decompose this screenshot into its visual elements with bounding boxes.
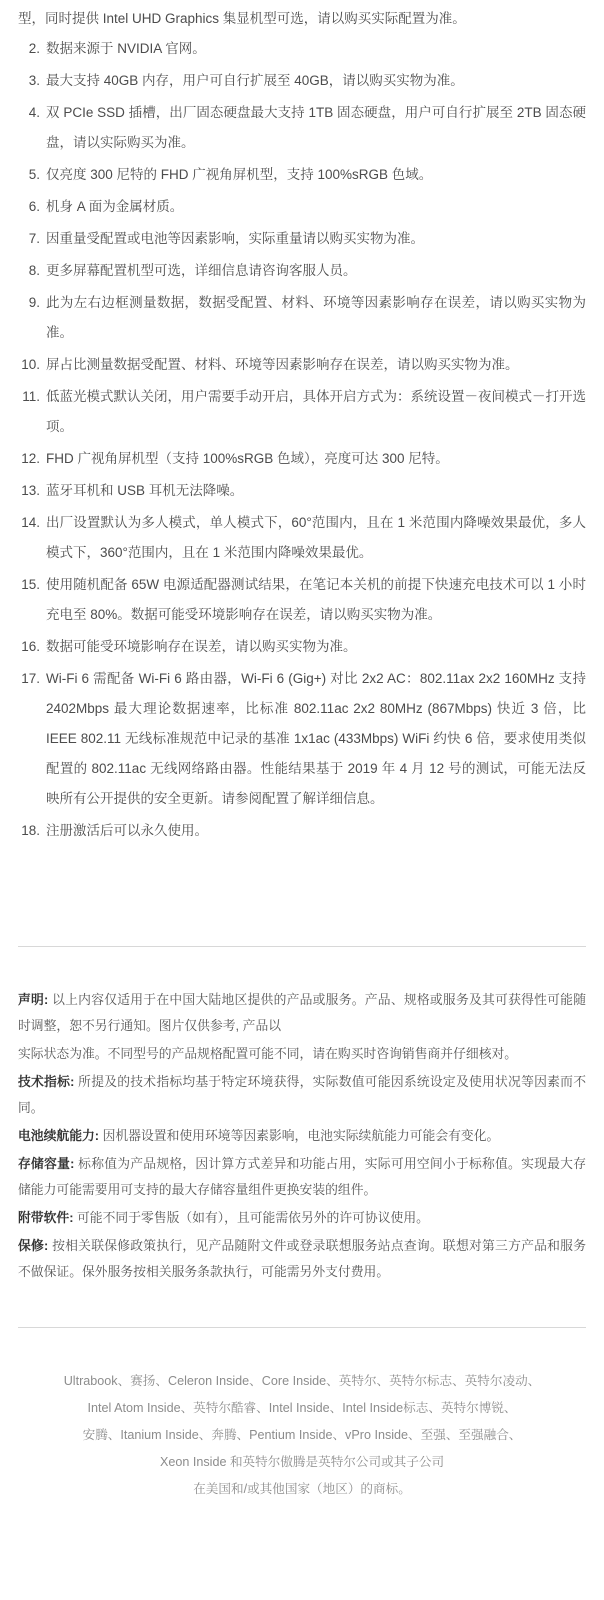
footnote-number: 17. xyxy=(21,671,40,686)
footnote-text: 最大支持 40GB 内存，用户可自行扩展至 40GB，请以购买实物为准。 xyxy=(46,73,464,88)
footnote-text: 双 PCIe SSD 插槽，出厂固态硬盘最大支持 1TB 固态硬盘，用户可自行扩展至 2TB 固态硬盘，请以实际购买为准。 xyxy=(46,105,586,150)
list-item xyxy=(18,664,586,814)
statement-paragraph xyxy=(18,1205,586,1231)
list-item xyxy=(18,508,586,568)
trademark-line: Intel Atom Inside、英特尔酷睿、Intel Inside、Intel Inside标志、英特尔博锐、 xyxy=(87,1401,517,1415)
statement-text: 可能不同于零售版（如有），且可能需依另外的许可协议使用。 xyxy=(73,1210,429,1225)
list-item xyxy=(18,350,586,380)
statement-label: 技术指标: xyxy=(18,1074,75,1089)
list-item xyxy=(18,160,586,190)
footnote-text: 使用随机配备 65W 电源适配器测试结果，在笔记本关机的前提下快速充电技术可以 1 小时充电至 80%。数据可能受环境影响存在误差，请以购买实物为准。 xyxy=(46,577,586,622)
footnote-text: 因重量受配置或电池等因素影响，实际重量请以购买实物为准。 xyxy=(46,231,424,246)
trademark-line: 在美国和/或其他国家（地区）的商标。 xyxy=(193,1482,411,1496)
footnote-text: FHD 广视角屏机型（支持 100%sRGB 色域），亮度可达 300 尼特。 xyxy=(46,451,449,466)
section-gap xyxy=(18,1287,586,1327)
statement-paragraph xyxy=(18,987,586,1039)
statement-paragraph xyxy=(18,1069,586,1121)
footnote-text: 此为左右边框测量数据，数据受配置、材料、环境等因素影响存在误差，请以购买实物为准。 xyxy=(46,295,586,340)
footnote-text: 数据来源于 NVIDIA 官网。 xyxy=(46,41,206,56)
footnote-number: 11. xyxy=(22,389,40,404)
footnote-number: 13. xyxy=(21,483,40,498)
footnote-number: 2. xyxy=(28,41,40,56)
footnote-text: 更多屏幕配置机型可选，详细信息请咨询客服人员。 xyxy=(46,263,357,278)
list-item xyxy=(18,444,586,474)
list-item xyxy=(18,98,586,158)
statement-paragraph xyxy=(18,1041,586,1067)
footnote-text: 注册激活后可以永久使用。 xyxy=(46,823,208,838)
footnote-text: 低蓝光模式默认关闭，用户需要手动开启，具体开启方式为：系统设置－夜间模式－打开选项。 xyxy=(46,389,586,434)
legal-statement xyxy=(18,987,586,1285)
list-item xyxy=(18,288,586,348)
list-item xyxy=(18,570,586,630)
footnote-number: 15. xyxy=(21,577,40,592)
footnote-number: 6. xyxy=(28,199,40,214)
footnote-text: 出厂设置默认为多人模式，单人模式下，60°范围内，且在 1 米范围内降噪效果最优，多人模式下，360°范围内，且在 1 米范围内降噪效果最优。 xyxy=(46,515,586,560)
footnote-text: 机身 A 面为金属材质。 xyxy=(46,199,184,214)
footnote-number: 18. xyxy=(21,823,40,838)
footnote-continuation: 型，同时提供 Intel UHD Graphics 集显机型可选，请以购买实际配置为准。 xyxy=(18,11,466,26)
footnote-text: 蓝牙耳机和 USB 耳机无法降噪。 xyxy=(46,483,244,498)
list-item xyxy=(18,34,586,64)
list-item xyxy=(18,66,586,96)
footnote-text: 仅亮度 300 尼特的 FHD 广视角屏机型，支持 100%sRGB 色域。 xyxy=(46,167,433,182)
footnote-number: 9. xyxy=(28,295,40,310)
trademark-notice xyxy=(18,1368,586,1503)
trademark-line: 安腾、Itanium Inside、奔腾、Pentium Inside、vPro Inside、至强、至强融合、 xyxy=(82,1428,522,1442)
footnote-number: 14. xyxy=(21,515,40,530)
statement-label: 电池续航能力: xyxy=(18,1128,100,1143)
footnote-number: 7. xyxy=(28,231,40,246)
footnote-number: 16. xyxy=(21,639,40,654)
footnote-list xyxy=(18,0,586,848)
statement-text: 标称值为产品规格，因计算方式差异和功能占用，实际可用空间小于标称值。实现最大存储能力可能需要用可支持的最大存储容量组件更换安装的组件。 xyxy=(18,1156,586,1197)
list-item xyxy=(18,256,586,286)
footnote-number: 12. xyxy=(21,451,40,466)
statement-text: 以上内容仅适用于在中国大陆地区提供的产品或服务。产品、规格或服务及其可获得性可能随时调整，恕不另行通知。图片仅供参考, 产品以 xyxy=(18,992,587,1033)
list-item xyxy=(18,632,586,662)
statement-label: 附带软件: xyxy=(18,1210,74,1225)
list-item xyxy=(18,816,586,846)
statement-label: 存储容量: xyxy=(18,1156,75,1171)
footnote-text: 屏占比测量数据受配置、材料、环境等因素影响存在误差，请以购买实物为准。 xyxy=(46,357,519,372)
statement-paragraph xyxy=(18,1233,586,1285)
trademark-line: Xeon Inside 和英特尔傲腾是英特尔公司或其子公司 xyxy=(159,1455,445,1469)
footnote-number: 3. xyxy=(28,73,40,88)
statement-label: 声明: xyxy=(18,992,49,1007)
list-item xyxy=(18,476,586,506)
statement-text: 按相关联保修政策执行，见产品随附文件或登录联想服务站点查询。联想对第三方产品和服务不做保证。保外服务按相关服务条款执行，可能需另外支付费用。 xyxy=(18,1238,587,1279)
list-item xyxy=(18,382,586,442)
section-gap xyxy=(18,1503,586,1599)
statement-paragraph xyxy=(18,1151,586,1203)
statement-text: 因机器设置和使用环境等因素影响，电池实际续航能力可能会有变化。 xyxy=(99,1128,500,1143)
trademark-line: Ultrabook、赛扬、Celeron Inside、Core Inside、英特尔、英特尔标志、英特尔凌动、 xyxy=(63,1374,541,1388)
footnote-number: 10. xyxy=(21,357,40,372)
footnote-text: 数据可能受环境影响存在误差，请以购买实物为准。 xyxy=(46,639,357,654)
statement-paragraph xyxy=(18,1123,586,1149)
footnote-number: 8. xyxy=(28,263,40,278)
footnote-number: 5. xyxy=(28,167,40,182)
section-gap xyxy=(18,947,586,987)
footnote-number: 4. xyxy=(28,105,40,120)
statement-label: 保修: xyxy=(18,1238,49,1253)
list-item xyxy=(18,224,586,254)
list-item xyxy=(18,192,586,222)
statement-text: 所提及的技术指标均基于特定环境获得，实际数值可能因系统设定及使用状况等因素而不同。 xyxy=(18,1074,586,1115)
section-gap xyxy=(18,1328,586,1368)
statement-text: 实际状态为准。不同型号的产品规格配置可能不同，请在购买时咨询销售商并仔细核对。 xyxy=(18,1046,518,1061)
footnote-text: Wi-Fi 6 需配备 Wi-Fi 6 路由器，Wi-Fi 6 (Gig+) 对比 2x2 AC：802.11ax 2x2 160MHz 支持 2402Mbps 最大理论数据速率，比标准 802.11ac 2x2 80MHz (867Mbps) 快近 3 倍，比 IEEE 802.11 无线标准规范中记录的基准 1x1ac (433Mbps) WiFi 约快 6 倍，要求使用类似配置的 802.11ac 无线网络路由器。性能结果基于 2019 年 4 月 12 号的测试，可能无法反映所有公开提供的安全更新。请参阅配置了解详细信息。 xyxy=(46,671,586,806)
section-gap xyxy=(18,850,586,946)
